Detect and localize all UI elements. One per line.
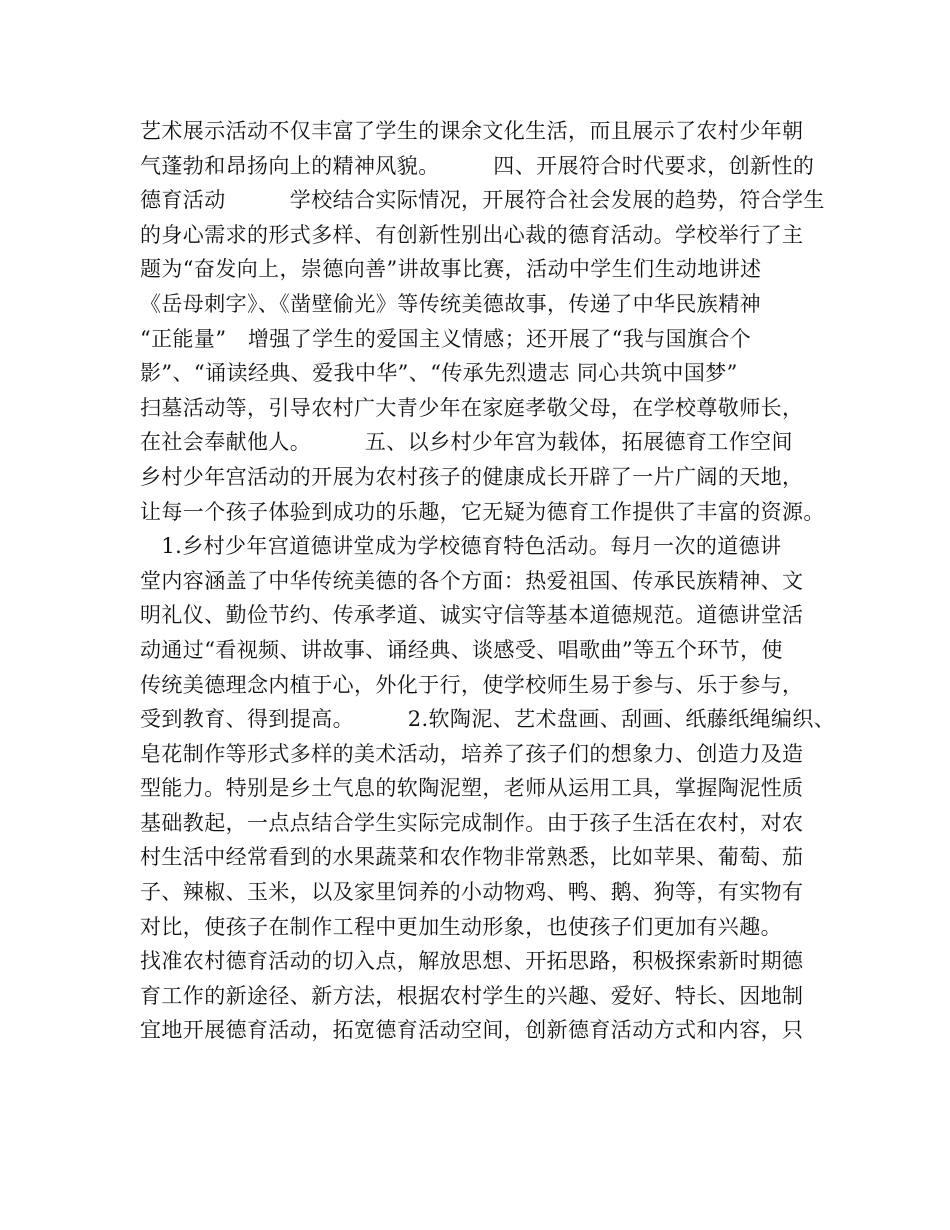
text-line: 堂内容涵盖了中华传统美德的各个方面：热爱祖国、传承民族精神、文 <box>140 568 804 593</box>
text-line: 找准农村德育活动的切入点，解放思想、开拓思路，积极探索新时期德 <box>140 949 804 974</box>
text-line: “正能量” 增强了学生的爱国主义情感；还开展了“我与国旗合个 <box>140 326 752 351</box>
text-line: 《岳母刺字》、《凿壁偷光》等传统美德故事，传递了中华民族精神 <box>140 291 761 316</box>
text-line: 子、辣椒、玉米，以及家里饲养的小动物鸡、鸭、鹅、狗等，有实物有 <box>140 880 804 905</box>
text-line: 动通过“看视频、讲故事、诵经典、谈感受、唱歌曲”等五个环节，使 <box>140 637 783 662</box>
text-line: 基础教起，一点点结合学生实际完成制作。由于孩子生活在农村，对农 <box>140 810 804 835</box>
text-line: 传统美德理念内植于心，外化于行，使学校师生易于参与、乐于参与， <box>140 672 804 697</box>
text-line: 型能力。特别是乡土气息的软陶泥塑，老师从运用工具，掌握陶泥性质 <box>140 776 804 801</box>
text-line: 艺术展示活动不仅丰富了学生的课余文化生活，而且展示了农村少年朝 <box>140 119 804 143</box>
text-line: 影”、“诵读经典、爱我中华”、“传承先烈遗志 同心共筑中国梦” <box>140 361 738 386</box>
text-line: 1.乡村少年宫道德讲堂成为学校德育特色活动。每月一次的道德讲 <box>140 534 782 559</box>
text-line: 让每一个孩子体验到成功的乐趣，它无疑为德育工作提供了丰富的资源。 <box>140 499 825 524</box>
text-line: 受到教育、得到提高。 2.软陶泥、艺术盘画、刮画、纸藤纸绳编织、 <box>140 707 836 732</box>
text-line: 乡村少年宫活动的开展为农村孩子的健康成长开辟了一片广阔的天地， <box>140 464 804 489</box>
text-line: 德育活动 学校结合实际情况，开展符合社会发展的趋势，符合学生 <box>140 188 825 213</box>
text-line: 扫墓活动等，引导农村广大青少年在家庭孝敬父母，在学校尊敬师长， <box>140 395 804 420</box>
text-line: 育工作的新途径、新方法，根据农村学生的兴趣、爱好、特长、因地制 <box>140 983 804 1008</box>
body-text <box>140 114 836 1048</box>
text-line: 村生活中经常看到的水果蔬菜和农作物非常熟悉，比如苹果、葡萄、茄 <box>140 845 804 870</box>
text-line: 明礼仪、勤俭节约、传承孝道、诚实守信等基本道德规范。道德讲堂活 <box>140 603 804 628</box>
text-line: 对比，使孩子在制作工程中更加生动形象，也使孩子们更加有兴趣。 <box>140 914 782 939</box>
text-line: 在社会奉献他人。 五、以乡村少年宫为载体，拓展德育工作空间 <box>140 430 793 455</box>
text-line: 皂花制作等形式多样的美术活动，培养了孩子们的想象力、创造力及造 <box>140 741 804 766</box>
text-line: 题为“奋发向上，崇德向善”讲故事比赛，活动中学生们生动地讲述 <box>140 257 762 282</box>
text-line: 的身心需求的形式多样、有创新性别出心裁的德育活动。学校举行了主 <box>140 222 804 247</box>
text-line: 气蓬勃和昂扬向上的精神风貌。 四、开展符合时代要求，创新性的 <box>140 153 815 178</box>
text-line: 宜地开展德育活动，拓宽德育活动空间，创新德育活动方式和内容，只 <box>140 1018 804 1043</box>
